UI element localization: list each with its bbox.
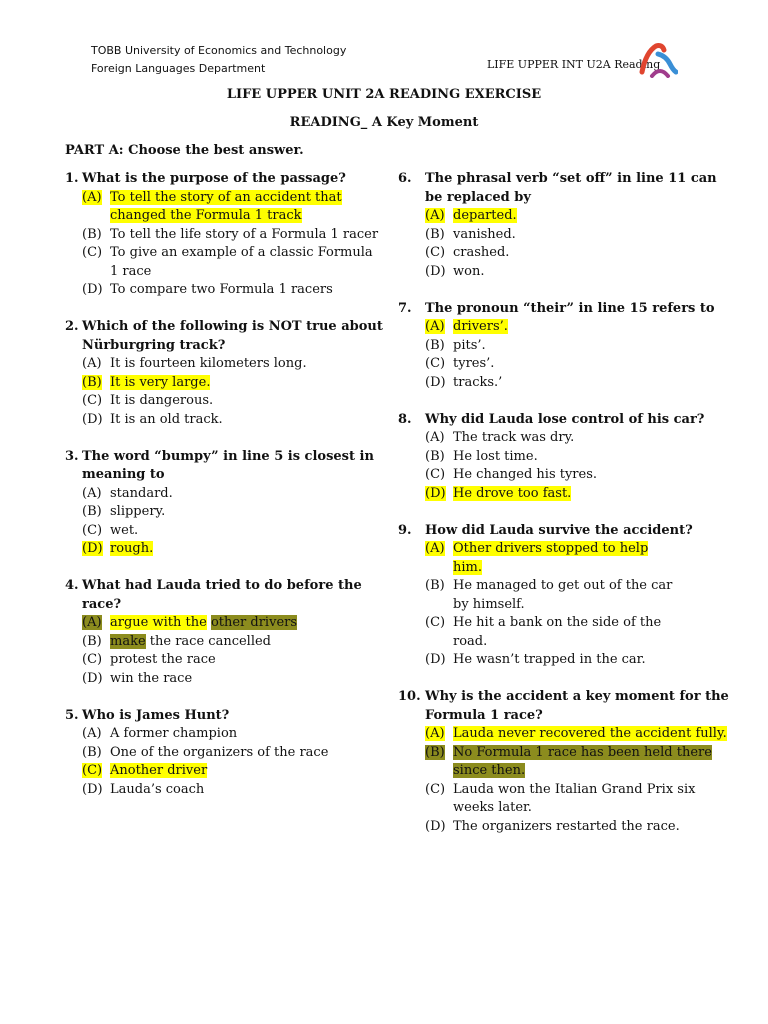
option-letter: (B) (82, 226, 102, 242)
option-c[interactable] (65, 392, 385, 411)
option-b[interactable] (65, 226, 385, 245)
option-letter: (D) (425, 652, 446, 667)
question-7 (398, 300, 738, 393)
question-8 (398, 411, 738, 504)
option-d[interactable] (398, 374, 738, 393)
option-letter: (A) (82, 485, 102, 501)
question-5 (65, 707, 385, 800)
option-text: He hit a bank on the side of the road. (453, 615, 662, 649)
left-column (65, 170, 385, 818)
option-text: protest the race (110, 652, 216, 667)
option-letter: (C) (425, 467, 446, 482)
option-text: A former champion (110, 726, 238, 741)
option-text: He drove too fast. (453, 485, 572, 501)
option-a[interactable] (65, 355, 385, 374)
option-text: Lauda never recovered the accident fully. (453, 726, 727, 741)
option-letter: (C) (82, 522, 103, 538)
option-text: He wasn’t trapped in the car. (453, 652, 646, 667)
option-a[interactable] (398, 540, 738, 577)
option-text: To compare two Formula 1 racers (110, 282, 333, 297)
question-text: What had Lauda tried to do before the race? (82, 578, 362, 612)
option-text-part2: the race cancelled (149, 633, 271, 649)
option-letter: (A) (425, 319, 445, 334)
option-c[interactable] (398, 614, 738, 651)
option-d[interactable] (398, 263, 738, 282)
option-a[interactable] (65, 485, 385, 504)
option-text: departed. (453, 208, 517, 223)
option-text: One of the organizers of the race (110, 744, 329, 760)
option-letter: (A) (82, 615, 102, 630)
option-d[interactable] (65, 281, 385, 300)
option-text: It is fourteen kilometers long. (110, 356, 307, 371)
option-letter: (D) (82, 282, 103, 297)
option-letter: (C) (82, 763, 103, 778)
question-text: Why is the accident a key moment for the Formula 1 race? (425, 689, 729, 723)
option-letter: (A) (82, 189, 102, 205)
option-letter: (C) (82, 245, 103, 260)
option-d[interactable] (398, 485, 738, 504)
option-letter: (B) (425, 578, 445, 593)
option-letter: (B) (425, 744, 445, 760)
option-text: Lauda’s coach (110, 781, 205, 797)
option-text: The organizers restarted the race. (453, 818, 680, 834)
part-instruction: PART A: Choose the best answer. (65, 143, 304, 158)
option-text: Lauda won the Italian Grand Prix six weeks later. (453, 781, 696, 815)
question-text: What is the purpose of the passage? (82, 171, 346, 186)
option-d[interactable] (65, 540, 385, 559)
option-text: It is very large. (110, 374, 211, 390)
option-text: vanished. (453, 226, 516, 242)
option-a[interactable] (65, 614, 385, 633)
option-text: pits’. (453, 337, 486, 353)
option-b[interactable] (398, 577, 738, 614)
option-c[interactable] (65, 522, 385, 541)
option-text-part1: argue with the (110, 615, 207, 630)
option-text: To tell the life story of a Formula 1 racer (110, 226, 379, 242)
question-number: 4. (65, 578, 79, 593)
option-letter: (C) (425, 356, 446, 371)
option-text: slippery. (110, 504, 166, 519)
option-letter: (B) (425, 448, 445, 464)
question-number: 9. (398, 522, 412, 538)
option-letter: (A) (425, 430, 445, 445)
question-text: The phrasal verb “set off” in line 11 can be replaced by (425, 171, 717, 205)
option-text: It is dangerous. (110, 393, 214, 408)
option-text: No Formula 1 race has been held there since then. (453, 744, 712, 778)
option-c[interactable] (398, 466, 738, 485)
option-c[interactable] (65, 651, 385, 670)
option-letter: (C) (82, 393, 103, 408)
option-text: crashed. (453, 245, 510, 260)
option-text: To give an example of a classic Formula 1 race (110, 245, 373, 279)
option-text: tracks.’ (453, 374, 503, 390)
option-letter: (C) (425, 245, 446, 260)
option-text: It is an old track. (110, 411, 223, 427)
option-a[interactable] (398, 207, 738, 226)
option-b[interactable] (398, 744, 738, 781)
option-a[interactable] (398, 318, 738, 337)
question-number: 2. (65, 319, 79, 334)
option-letter: (D) (425, 485, 446, 501)
option-text: He lost time. (453, 448, 538, 464)
option-b[interactable] (65, 503, 385, 522)
page-subtitle: READING_ A Key Moment (289, 115, 479, 130)
option-letter: (D) (82, 411, 103, 427)
question-9 (398, 522, 738, 670)
option-letter: (A) (425, 541, 445, 556)
option-text: won. (453, 263, 485, 279)
option-text: rough. (110, 541, 154, 556)
option-d[interactable] (65, 411, 385, 430)
right-column (398, 170, 738, 855)
question-4 (65, 577, 385, 688)
option-b[interactable] (65, 633, 385, 652)
question-10 (398, 688, 738, 836)
course-label: LIFE UPPER INT U2A Reading (487, 58, 661, 71)
option-text: He managed to get out of the car by himself. (453, 578, 673, 612)
option-text-part1: make (110, 633, 146, 649)
question-text: The word “bumpy” in line 5 is closest in meaning to (82, 448, 374, 482)
question-number: 7. (398, 300, 412, 316)
option-b[interactable] (398, 226, 738, 245)
question-number: 3. (65, 448, 79, 464)
option-c[interactable] (65, 244, 385, 281)
option-letter: (C) (425, 615, 446, 630)
option-text: standard. (110, 485, 173, 501)
question-text: Which of the following is NOT true about Nürburgring track? (82, 319, 383, 353)
option-letter: (A) (425, 208, 445, 223)
option-a[interactable] (65, 189, 385, 226)
question-2 (65, 318, 385, 429)
option-letter: (B) (82, 744, 102, 760)
option-text: win the race (110, 670, 193, 686)
option-letter: (D) (425, 818, 446, 834)
option-letter: (C) (82, 652, 103, 667)
question-text: Why did Lauda lose control of his car? (425, 411, 705, 427)
question-3 (65, 448, 385, 559)
option-letter: (B) (82, 504, 102, 519)
option-c[interactable] (65, 762, 385, 781)
option-text-part2: other drivers (210, 615, 298, 630)
option-b[interactable] (398, 337, 738, 356)
option-b[interactable] (65, 374, 385, 393)
option-letter: (D) (425, 263, 446, 279)
option-letter: (A) (82, 726, 102, 741)
option-a[interactable] (65, 725, 385, 744)
option-text: Another driver (110, 763, 208, 778)
option-text: He changed his tyres. (453, 467, 598, 482)
option-text: tyres’. (453, 356, 495, 371)
option-c[interactable] (398, 244, 738, 263)
option-letter: (D) (425, 374, 446, 390)
option-a[interactable] (398, 429, 738, 448)
question-text: How did Lauda survive the accident? (425, 522, 693, 538)
question-text: Who is James Hunt? (82, 707, 230, 723)
option-text: drivers’. (453, 319, 508, 334)
institution-name: TOBB University of Economics and Technology (91, 44, 347, 57)
page-title: LIFE UPPER UNIT 2A READING EXERCISE (226, 87, 542, 102)
option-letter: (B) (82, 633, 102, 649)
option-d[interactable] (65, 670, 385, 689)
option-d[interactable] (398, 818, 738, 837)
question-number: 5. (65, 707, 79, 723)
option-c[interactable] (398, 781, 738, 818)
option-d[interactable] (65, 781, 385, 800)
option-b[interactable] (65, 744, 385, 763)
option-letter: (B) (82, 374, 102, 390)
option-letter: (B) (425, 226, 445, 242)
question-6 (398, 170, 738, 281)
question-number: 8. (398, 411, 412, 427)
department-name: Foreign Languages Department (91, 62, 266, 75)
option-d[interactable] (398, 651, 738, 670)
question-number: 10. (398, 689, 421, 704)
option-text: The track was dry. (453, 430, 575, 445)
option-letter: (D) (82, 670, 103, 686)
question-text: The pronoun “their” in line 15 refers to (425, 300, 715, 316)
option-text: Other drivers stopped to help him. (453, 541, 649, 575)
header-institution-block (91, 42, 346, 78)
option-letter: (D) (82, 541, 103, 556)
option-letter: (C) (425, 781, 446, 797)
option-b[interactable] (398, 448, 738, 467)
option-letter: (B) (425, 337, 445, 353)
question-number: 6. (398, 171, 412, 186)
option-a[interactable] (398, 725, 738, 744)
option-text: To tell the story of an accident that changed the Formula 1 track (110, 189, 342, 223)
question-number: 1. (65, 171, 79, 186)
option-c[interactable] (398, 355, 738, 374)
university-logo-icon (636, 42, 678, 78)
option-letter: (A) (425, 726, 445, 741)
option-letter: (A) (82, 356, 102, 371)
question-1 (65, 170, 385, 300)
option-letter: (D) (82, 781, 103, 797)
option-text: wet. (110, 522, 139, 538)
